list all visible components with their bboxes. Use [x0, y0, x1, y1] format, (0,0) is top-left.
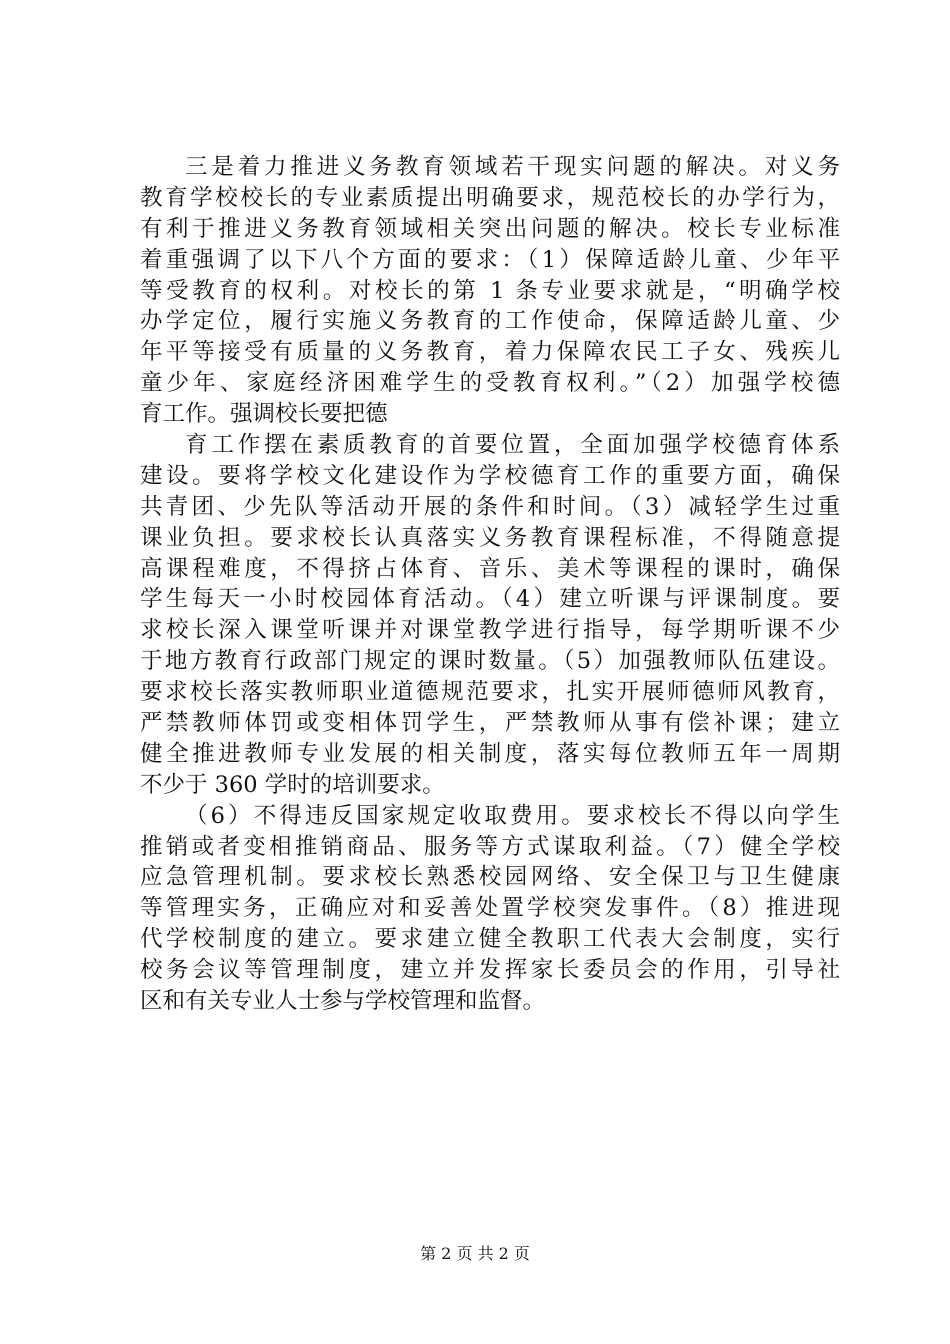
paragraph-line: 健全推进教师专业发展的相关制度，落实每位教师五年一周期: [140, 740, 840, 767]
paragraph-line: 于地方教育行政部门规定的课时数量。（5）加强教师队伍建设。: [140, 648, 840, 675]
page-number-footer: 第 2 页 共 2 页: [420, 1244, 530, 1263]
paragraph-line: 有利于推进义务教育领域相关突出问题的解决。校长专业标准: [140, 215, 840, 242]
paragraph-2: [140, 430, 840, 801]
paragraph-line: 校务会议等管理制度，建立并发挥家长委员会的作用，引导社: [140, 957, 840, 984]
paragraph-line: 学生每天一小时校园体育活动。（4）建立听课与评课制度。要: [140, 586, 840, 613]
paragraph-line: 区和有关专业人士参与学校管理和监督。: [140, 988, 546, 1015]
paragraph-line: 育工作摆在素质教育的首要位置，全面加强学校德育体系: [185, 432, 840, 459]
paragraph-line: 三是着力推进义务教育领域若干现实问题的解决。对义务: [185, 154, 840, 180]
paragraph-line: 童少年、家庭经济困难学生的受教育权利。”（2）加强学校德: [140, 370, 840, 397]
paragraph-line: 应急管理机制。要求校长熟悉校园网络、安全保卫与卫生健康: [140, 864, 840, 891]
paragraph-line: 不少于 360 学时的培训要求。: [140, 771, 445, 798]
paragraph-line: 要求校长落实教师职业道德规范要求，扎实开展师德师风教育，: [140, 679, 840, 706]
paragraph-line: 办学定位，履行实施义务教育的工作使命，保障适龄儿童、少: [140, 308, 840, 335]
paragraph-line: （6）不得违反国家规定收取费用。要求校长不得以向学生: [185, 802, 840, 829]
paragraph-1: [140, 152, 840, 430]
paragraph-line: 等受教育的权利。对校长的第 1 条专业要求就是，“明确学校: [140, 277, 840, 304]
paragraph-line: 代学校制度的建立。要求建立健全教职工代表大会制度，实行: [140, 926, 840, 953]
paragraph-line: 共青团、少先队等活动开展的条件和时间。（3）减轻学生过重: [140, 493, 840, 520]
paragraph-line: 推销或者变相推销商品、服务等方式谋取利益。（7）健全学校: [140, 833, 840, 860]
paragraph-line: 育工作。强调校长要把德: [140, 401, 388, 428]
paragraph-line: 建设。要将学校文化建设作为学校德育工作的重要方面，确保: [140, 462, 840, 489]
document-body: [140, 152, 840, 1017]
paragraph-3: [140, 801, 840, 1017]
paragraph-line: 教育学校校长的专业素质提出明确要求，规范校长的办学行为，: [140, 184, 840, 211]
paragraph-line: 求校长深入课堂听课并对课堂教学进行指导，每学期听课不少: [140, 617, 840, 644]
paragraph-line: 年平等接受有质量的义务教育，着力保障农民工子女、残疾儿: [140, 339, 840, 366]
paragraph-line: 着重强调了以下八个方面的要求：（1）保障适龄儿童、少年平: [140, 246, 840, 273]
paragraph-line: 等管理实务，正确应对和妥善处置学校突发事件。（8）推进现: [140, 895, 840, 922]
paragraph-line: 高课程难度，不得挤占体育、音乐、美术等课程的课时，确保: [140, 555, 840, 582]
paragraph-line: 课业负担。要求校长认真落实义务教育课程标准，不得随意提: [140, 524, 840, 551]
paragraph-line: 严禁教师体罚或变相体罚学生，严禁教师从事有偿补课；建立: [140, 710, 840, 737]
